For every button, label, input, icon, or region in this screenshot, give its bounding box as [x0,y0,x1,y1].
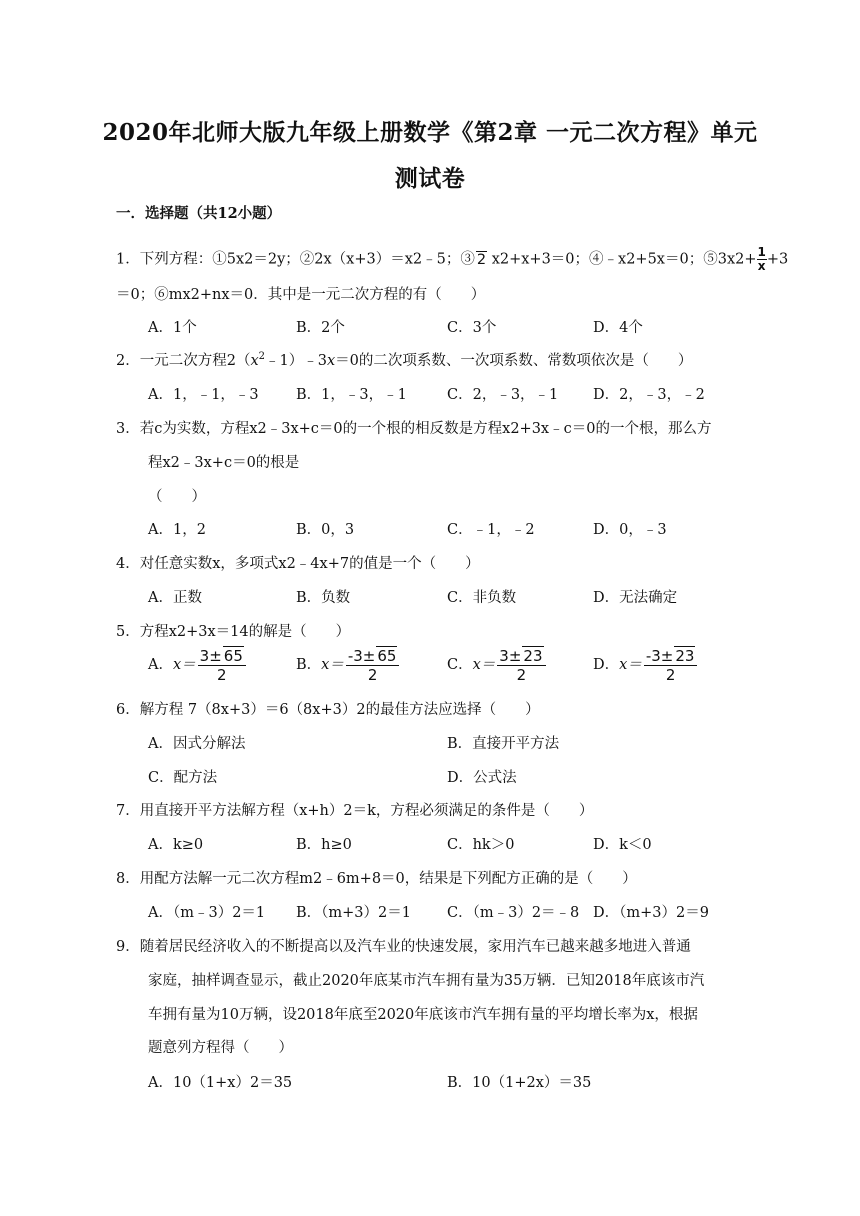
q9-line-4: 题意列方程得（ ） [148,1040,293,1056]
q5-fraction-c [497,646,545,684]
q4-option-c[interactable]: C．非负数 [447,590,517,606]
denominator: 2 [217,666,227,684]
q8-option-b[interactable]: B．（m+3）2＝1 [296,905,411,921]
question-5: 5．方程x2+3x＝14的解是（ ） [116,624,351,640]
question-2 [116,349,692,370]
option-label: A． [148,657,173,673]
q9-option-a[interactable]: A．10（1+x）2＝35 [148,1075,293,1091]
q5-option-b[interactable] [296,646,401,684]
sqrt-symbol [674,646,695,665]
q4-option-d[interactable]: D．无法确定 [593,590,678,606]
q9-option-b[interactable]: B．10（1+2x）＝35 [447,1075,592,1091]
q8-option-c[interactable]: C．（m﹣3）2＝﹣8 [447,905,580,921]
q5-option-d[interactable] [593,646,699,684]
q4-option-a[interactable]: A．正数 [148,590,202,606]
sqrt-symbol [522,646,543,665]
q5-option-c[interactable] [447,646,548,684]
q1-text-c: +3 [766,251,789,268]
q7-option-c[interactable]: C．hk＞0 [447,837,515,853]
question-8: 8．用配方法解一元二次方程m2﹣6m+8＝0，结果是下列配方正确的是（ ） [116,871,637,887]
sqrt-symbol [476,251,487,268]
q1-option-d[interactable]: D．4个 [593,320,643,336]
numerator-prefix: -3± [645,647,674,665]
radicand: 23 [675,647,695,665]
denominator: 2 [516,666,527,684]
numerator-prefix: -3± [347,647,376,665]
denominator: 2 [665,666,676,684]
q4-option-b[interactable]: B．负数 [296,590,351,606]
q2-text-a: 2．一元二次方程2（ [116,353,251,369]
question-3: 3．若c为实数，方程x2﹣3x+c＝0的一个根的相反数是方程x2+3x﹣c＝0的一个根，那么方 [116,421,712,437]
q7-option-d[interactable]: D．k＜0 [593,837,652,853]
q5-variable: x＝ [472,657,496,673]
q2-var: x [250,353,259,369]
q3-line-3: （ ） [148,489,206,505]
q1-radicand: 2 [476,251,487,268]
q5-fraction-b [346,646,400,684]
q2-option-c[interactable]: C．2，﹣3，﹣1 [447,387,559,403]
q1-line-2: ＝0；⑥mx2+nx＝0．其中是一元二次方程的有（ ） [116,287,486,303]
question-7: 7．用直接开平方法解方程（x+h）2＝k，方程必须满足的条件是（ ） [116,803,594,819]
q5-fraction-d [644,646,698,684]
q1-text-a: 1．下列方程：①5x2＝2y；②2x（x+3）＝x2﹣5；③ [116,251,475,268]
option-label: C． [447,657,473,673]
q6-option-b[interactable]: B．直接开平方法 [447,736,560,752]
fraction-denominator: x [757,259,766,273]
q9-line-3: 车拥有量为10万辆，设2018年底至2020年底该市汽车拥有量的平均增长率为x，根据 [148,1007,698,1023]
q6-option-c[interactable]: C．配方法 [148,770,218,786]
numerator-prefix: 3± [499,647,522,665]
q8-option-d[interactable]: D．（m+3）2＝9 [593,905,709,921]
q9-line-2: 家庭，抽样调查显示，截止2020年底某市汽车拥有量为35万辆．已知2018年底该市汽 [148,973,705,989]
question-4: 4．对任意实数x，多项式x2﹣4x+7的值是一个（ ） [116,556,480,572]
page-title-line-1: 2020年北师大版九年级上册数学《第2章 一元二次方程》单元 [102,119,758,146]
q7-option-b[interactable]: B．h≥0 [296,837,352,853]
numerator-prefix: 3± [199,647,222,665]
q2-option-a[interactable]: A．1，﹣1，﹣3 [148,387,259,403]
question-1 [116,246,788,273]
radicand: 23 [523,647,543,665]
q2-option-d[interactable]: D．2，﹣3，﹣2 [593,387,705,403]
q1-fraction [757,246,767,273]
q3-line-2: 程x2﹣3x+c＝0的根是 [148,455,300,471]
q2-exp: 2 [258,351,266,363]
q1-option-c[interactable]: C．3个 [447,320,497,336]
section-heading: 一．选择题（共12小题） [116,205,282,222]
fraction-numerator: 1 [757,245,766,259]
q5-variable: x＝ [172,657,196,673]
q5-fraction-a [198,646,246,684]
question-6: 6．解方程 7（8x+3）＝6（8x+3）2的最佳方法应选择（ ） [116,702,540,718]
q1-text-b: x2+x+3＝0；④﹣x2+5x＝0；⑤3x2+ [491,251,757,268]
q3-option-a[interactable]: A．1，2 [148,522,206,538]
q5-variable: x＝ [619,657,642,673]
option-label: B． [296,657,322,673]
q7-option-a[interactable]: A．k≥0 [148,837,204,853]
radicand: 65 [377,647,397,665]
q3-option-c[interactable]: C．﹣1，﹣2 [447,522,535,538]
page-title-line-2: 测试卷 [394,165,466,192]
sqrt-symbol [223,646,244,665]
option-label: D． [593,657,620,673]
q1-option-b[interactable]: B．2个 [296,320,345,336]
q5-option-a[interactable] [148,646,248,684]
q3-option-d[interactable]: D．0，﹣3 [593,522,667,538]
q2-text-d: ﹣1）﹣3 [265,353,327,369]
q3-option-b[interactable]: B．0，3 [296,522,355,538]
q6-option-d[interactable]: D．公式法 [447,770,517,786]
q1-option-a[interactable]: A．1个 [148,320,197,336]
q2-text-f: ＝0的二次项系数、一次项系数、常数项依次是（ ） [335,353,693,369]
radicand: 65 [223,647,243,665]
q8-option-a[interactable]: A．（m﹣3）2＝1 [148,905,266,921]
sqrt-symbol [376,646,397,665]
question-9: 9．随着居民经济收入的不断提高以及汽车业的快速发展，家用汽车已越来越多地进入普通 [116,939,691,955]
q2-option-b[interactable]: B．1，﹣3，﹣1 [296,387,407,403]
denominator: 2 [367,666,378,684]
q2-var2: x [326,353,336,369]
q5-variable: x＝ [321,657,344,673]
q6-option-a[interactable]: A．因式分解法 [148,736,246,752]
